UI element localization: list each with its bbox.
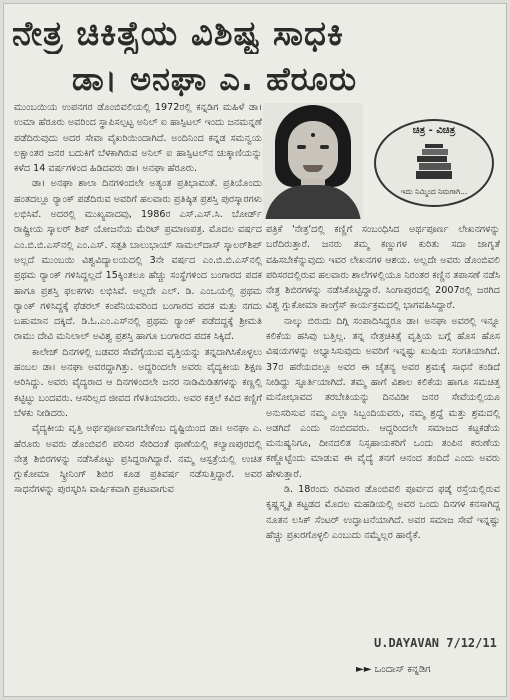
- article-paragraph: ವೈದ್ಯಕೀಯ ವೃತ್ತಿ ಅರ್ಥಪೂರ್ಣವಾಗಬೇಕೆಂಬ ದೃಷ್ಟಿಯಿಂದ ಡಾ। ಅನಘಾ ಎ. ಹೆರೂರು ಅವರು ಡೊಂಬಿವಲಿ ಪರಿಸರ ಸೇರಿದಂತೆ ಥಾಣೆಯಲ್ಲಿ ಕಲ್ಯಾಣಪುರದಲ್ಲಿ ನೇತ್ರ ಶಿಬಿರಗಳನ್ನು ನಡೆಸಿಕೊಟ್ಟು ಪ್ರಸಿದ್ಧರಾಗಿದ್ದಾರೆ. ನಮ್ಮ ಆಸ್ಪತ್ರೆಯಲ್ಲಿ ಉಚಿತ ಗ್ಲುಕೋಮಾ ಸ್ಕ್ರೀನಿಂಗ್ ಶಿಬಿರ ಕೂಡ ಪ್ರತಿವರ್ಷ ನಡೆಸುತ್ತಿದ್ದಾರೆ. ಅವರ ಸಾಧನೆಗಳನ್ನು ಪುರಸ್ಕರಿಸಿ ವಾರ್ಷಿಕವಾಗಿ ಪ್ರಕಟವಾಗುವ: [14, 423, 262, 496]
- article-paragraph: ಡಾ। ಅನಘಾ ಶಾಲಾ ದಿನಗಳಿಂದಲೇ ಅತ್ಯಂತ ಪ್ರತಿಭಾವಂತೆ. ಪ್ರತಿಯೊಂದು ಹಂತದಲ್ಲೂ ರ್‍ಯಾಂಕ್ ಪಡೆದಿರುವ ಅವರಿಗೆ ಹಲವಾರು ಪ್ರತಿಷ್ಠಿತ ಪ್ರಶಸ್ತಿ ಪುರಸ್ಕಾರಗಳು ಲಭಿಸಿವೆ. ಅದರಲ್ಲಿ ಮುಖ್ಯವಾದವು, 1986ರ ಎಸ್.ಎಸ್.ಸಿ. ಬೋರ್ಡ್ ರಾಷ್ಟ್ರೀಯ ಸ್ಕಾಲರ್ ಶಿಪ್ ಯೋಜನೆಯ ಮೆರಿಟ್ ಪ್ರಮಾಣಪತ್ರ. ಮೊದಲ ವರ್ಷದ ಎಂ.ಬಿ.ಬಿ.ಎಸ್‌ನಲ್ಲಿ ಎಂ.ಎಸ್. ಸತ್ಪತಿ ಬಾಲುಭಾಯ್ ಸಾಮಲ್‌ದಾಸ್ ಸ್ಕಾಲರ್‌ಶಿಪ್ ಅಲ್ಲದೆ ಮುಂಬಯಿ ವಿಶ್ವವಿದ್ಯಾಲಯದಲ್ಲಿ 3ನೇ ವರ್ಷದ ಎಂ.ಬಿ.ಬಿ.ಎಸ್‌ನಲ್ಲಿ ಪ್ರಥಮ ರ್‍ಯಾಂಕ್ ಗಳಿಸಿದ್ದಲ್ಲದೆ 15ಕ್ಕಿಂತಲೂ ಹೆಚ್ಚು ಸಂಸ್ಥೆಗಳಿಂದ ಬಂಗಾರದ ಪದಕ ಹಾಗೂ ಪ್ರಶಸ್ತಿ ಫಲಕಗಳು ಲಭಿಸಿವೆ. ಅಲ್ಲದೇ ಎಲ್. ಡಿ. ಎಂಒಯಲ್ಲಿ ಪ್ರಥಮ ರ್‍ಯಾಂಕ್ ಗಳಿಸಿದ್ದಕ್ಕೆ ಫೆಡರಲ್ ಕಂಪೆನಿಯವರಿಂದ ಬಂಗಾರದ ಪದಕ ಮತ್ತು ನಗದು ಬಹುಮಾನ ದಕ್ಕಿದೆ. ಡಿ.ಓ.ಎಂ.ಎಸ್‌ನಲ್ಲಿ ಪ್ರಥಮ ರ್‍ಯಾಂಕ್ ಪಡೆದದ್ದಕ್ಕೆ ಶ್ರೀಮತಿ ರಾಮು ದೇವಿ ಮನಿಲಾಲ್ ಅವಿಶ್ವ ಪ್ರಶಸ್ತಿ ಹಾಗೂ ಬಂಗಾರದ ಪದಕ ಸಿಕ್ಕಿದೆ.: [14, 178, 262, 343]
- portrait-photo: [263, 103, 363, 219]
- emblem-title: ಚಿತ್ರ - ವಿಚಿತ್ರ: [412, 125, 456, 136]
- portrait-eye: [320, 145, 329, 149]
- newspaper-clipping: [3, 3, 507, 697]
- headline-line-2: ಡಾ। ಅನಘಾ ಎ. ಹೆರೂರು: [72, 60, 358, 98]
- article-right-column: [266, 222, 500, 634]
- emblem-tagline: ಇದು ನಿಮ್ಮಿಂದ ನಿಮಗಾಗಿ...: [400, 187, 468, 196]
- portrait-shoulders: [265, 185, 361, 219]
- article-paragraph: ನಾಲ್ಕು ಬಿರುದು ದಿಗ್ಗಿ ಸಂಪಾದಿಸಿದ್ದರೂ ಡಾ। ಅನಘಾ ಅವರಲ್ಲಿ ಇನ್ನೂ ಕಲಿಕೆಯ ಹಸಿವು ಬತ್ತಿಲ್ಲ. ತನ್ನ ನೇತ್ರಚಿಕಿತ್ಸೆ ವೃತ್ತಿಯ ಬಗ್ಗೆ ಹೊಸ ಹೊಸ ವಿಷಯಗಳನ್ನು ಅಭ್ಯಾಸಿಸುವುದು ಅವರಿಗೆ ಇನ್ನಷ್ಟು ಖುಷಿಯ ಸಂಗತಿಯಾಗಿದೆ. 37ರ ಹರೆಯದಲ್ಲೂ ಅವರ ಈ ಚೈತನ್ಯ ಅವರ ಶ್ರಮಕ್ಕೆ ಸಾಧನೆ ಕಂಡಿದೆ ನೀಡಿದ್ದು ಸ್ಫೂರ್ತಿಯಾಗಿದೆ. ತಮ್ಮ ಹಾಗೆ ವಿಶಾಲ ಕಲಿಕೆಯ ಹಾಗೂ ಸಮಚಿತ್ತ ಮನೋಭಾವದ ತರಬೇತಿಯನ್ನು ದಿನವಿಡೀ ಜನರ ಸೇವೆಯಲ್ಲಿಯೂ ಅನುಸರಿಸುವ ನಮ್ಮ ಎಲ್ಲಾ ಸಿಬ್ಬಂದಿಯವರು, ನಮ್ಮ ಶ್ರದ್ಧೆ ಮತ್ತು ಶ್ರಮದಲ್ಲಿ ಅಡಗಿದೆ ಎಂದು ನಂಬಿದವರು. ಆದ್ದರಿಂದಲೇ ಸಮಾಜದ ಕಟ್ಟಕಡೆಯ ಮನುಷ್ಯನಿಗೂ, ದೀನದಲಿತ ನಿಸ್ಸಹಾಯಕರಿಗೆ ಒಂದು ತಂಪಿನ ಕರುಣೆಯ ಕಣ್ಣೊಟ್ಟೆಂದು ಮಾಡುವ ಈ ವೈದ್ಯೆ ತನಗೆ ಆನಂದ ತಂದಿದೆ ಎಂದು ಅವರು ಹೇಳುತ್ತಾರೆ.: [266, 315, 500, 480]
- article-paragraph: ಮುಂಬಯಿಯ ಉಪನಗರ ಡೊಂಬಿವಲಿಯಲ್ಲಿ 1972ರಲ್ಲಿ ಕನ್ನಡಿಗ ಮಹಿಳೆ ಡಾ। ಉಮಾ ಹೆರೂರು ಅವರಿಂದ ಸ್ಥಾಪಿಸಲ್ಪಟ್ಟ ಅನಿಲ್ ಐ ಹಾಸ್ಪಿಟಲ್ ಇಂದು ಜನಮನ್ನಣೆ ಪಡೆದಿರುವುದು ಅದರ ಸೇವಾ ವೈಖರಿಯಿಂದಾಗಿದೆ. ಅಂದಿನಿಂದ ಕನ್ನಡ ಸಮನ್ವಯ ಲಕ್ಷಾಂತರ ಜನರ ಬದುಕಿಗೆ ಬೆಳಕಾಗಿರುವ ಅನಿಲ್ ಐ ಹಾಸ್ಪಿಟಲ್‌ನ ಚುಕ್ಕಾಣಿಯನ್ನು ಕಳೆದ 14 ವರ್ಷಗಳಿಂದ ಹಿಡಿದವರು ಡಾ। ಅನಘಾ ಹೆರೂರು.: [14, 102, 262, 175]
- portrait-face: [288, 121, 338, 183]
- column-emblem: [374, 119, 494, 207]
- portrait-bindi: [311, 133, 315, 137]
- book-stack-icon: [412, 143, 456, 183]
- headline-line-1: ನೇತ್ರ ಚಿಕಿತ್ಸೆಯ ವಿಶಿಷ್ಟ ಸಾಧಕಿ: [12, 14, 344, 54]
- article-left-column: [14, 100, 262, 686]
- article-paragraph: ಪತ್ರಿಕೆ 'ನೇತ್ರ'ದಲ್ಲಿ ಕಣ್ಣಿಗೆ ಸಂಬಂಧಿಸಿದ ಅರ್ಥಪೂರ್ಣ ಲೇಖನಗಳನ್ನು ಬರೆದಿರುತ್ತಾರೆ. ಜನರು ತಮ್ಮ ಕಣ್ಣುಗಳ ಕುರಿತು ಸದಾ ಜಾಗೃತೆ ವಹಿಸಬೇಕೆನ್ನುವುದು ಇವರ ಲೇಖನಗಳ ಆಶಯ. ಅಲ್ಲದೇ ಅವರು ಡೊಂಬಿವಲಿ ಪರಿಸರದಲ್ಲಿರುವ ಹಲವಾರು ಶಾಲೆಗಳಲ್ಲಿಯೂ ನಿರಂತರ ಕಣ್ಣಿನ ತಪಾಸಣೆ ನಡೆಸಿ ನೇತ್ರ ಶಿಬಿರಗಳನ್ನು ನಡೆಸಿಕೊಟ್ಟಿದ್ದಾರೆ. ಸಿಂಗಾಪುರದಲ್ಲಿ 2007ರಲ್ಲಿ ಜರಗಿದ ವಿಶ್ವ ಗ್ಲುಕೋಮಾ ಕಾಂಗ್ರೆಸ್ ಕಾರ್ಯಕ್ರಮದಲ್ಲಿ ಭಾಗವಹಿಸಿದ್ದಾರೆ.: [266, 224, 500, 312]
- publication-credit: ►► ಒಂದಾಸ್ ಕನ್ನಡಿಗ: [356, 664, 431, 675]
- portrait-eye: [297, 145, 306, 149]
- handwritten-signature: U.DAYAVAN 7/12/11: [374, 636, 497, 650]
- article-paragraph: ಡಿ. 18ರಂದು ರವಿವಾರ ಡೊಂಬಿವಲಿ ಪೂರ್ವದ ಫಡ್ಕೆ ರಸ್ತೆಯಲ್ಲಿರುವ ಕೃಷ್ಣಸ್ಮೃತಿ ಕಟ್ಟಡದ ಮೊದಲ ಮಹಡಿಯಲ್ಲಿ ಅವರ ಒಂದು ದಿನಗಳ ಕನಸಾಗಿದ್ದ ನೂತನ ಲಸಿಕ್ ಸೆಂಟರ್ ಉದ್ಘಾಟನೆಯಾಗಿದೆ. ಅವರ ಸಮಾಜ ಸೇವೆ ಇನ್ನಷ್ಟು ಹೆಚ್ಚು ಪ್ರಖರಗೊಳ್ಳಲಿ ಎಂಬುದು ನಮ್ಮೆಲ್ಲರ ಹಾರೈಕೆ.: [266, 484, 500, 541]
- article-paragraph: ಕಾಲೇಜ್ ದಿನಗಳಲ್ಲಿ ಬಡವರ ಸೇವೆಗೈಯುವ ವೃತ್ತಿಯನ್ನು ತನ್ನದಾಗಿಸಿಕೊಳ್ಳಲು ಹಂಬಲ ಡಾ। ಅನಘಾ ಅವರದ್ದಾಗಿತ್ತು. ಅದ್ದರಿಂದಲೇ ಅವರು ವೈದ್ಯಕೀಯ ಶಿಕ್ಷಣ ಆರಿಸಿದ್ದು. ಅವರು ವೈದ್ಯರಾದ ಆ ದಿನಗಳಿಂದಲೇ ಜನರ ನಾಡಿಮಿಡಿತಗಳನ್ನು ಕಣ್ಣಲ್ಲಿ ಕಟ್ಟಿಟ್ಟು ಬಂದವರು. ಆಸರಿಲ್ಲದ ಜೀವದ ಗೆಳತಿಯಾದರು. ಅವರ ಕತ್ತಲೆ ಕವಿದ ಕಣ್ಣಿಗೆ ಬೆಳಕು ನೀಡಿದರು.: [14, 346, 262, 419]
